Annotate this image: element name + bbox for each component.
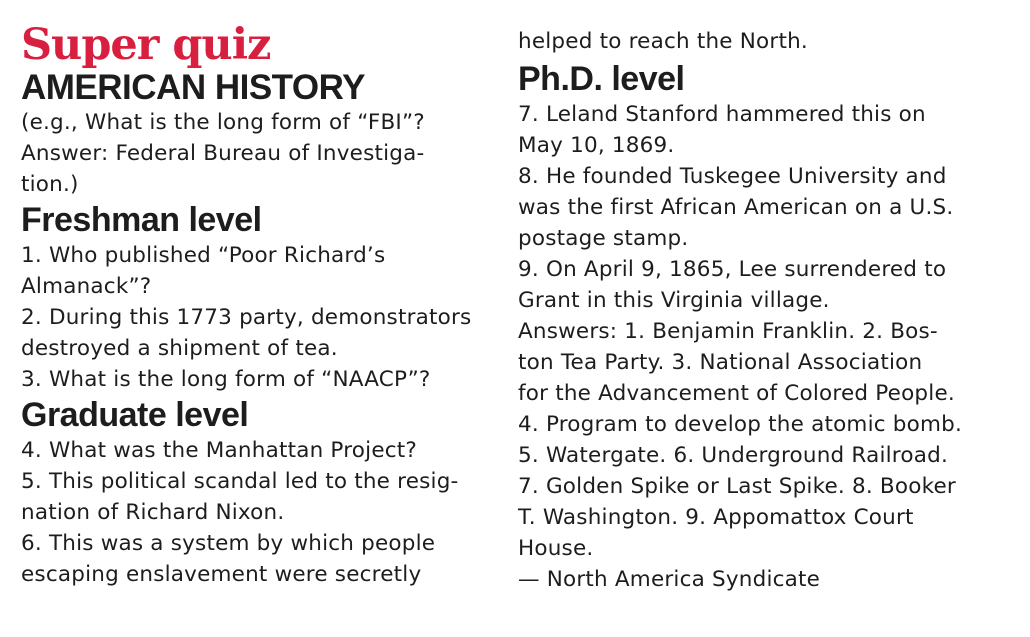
example-line: Answer: Federal Bureau of Investiga- [21,141,425,166]
question-line: May 10, 1869. [518,133,675,158]
answer-line: House. [518,536,594,561]
question-line: 3. What is the long form of “NAACP”? [21,367,431,392]
answer-line: Answers: 1. Benjamin Franklin. 2. Bos- [518,319,938,344]
topic-heading: AMERICAN HISTORY [21,68,365,107]
answer-line: 7. Golden Spike or Last Spike. 8. Booker [518,474,956,499]
phd-level-heading: Ph.D. level [518,60,685,98]
question-line: 7. Leland Stanford hammered this on [518,102,926,127]
question-line: 5. This political scandal led to the resig- [21,469,459,494]
question-line: 6. This was a system by which people [21,531,436,556]
answers-block [518,316,1010,564]
freshman-questions [21,240,499,395]
question-line: postage stamp. [518,226,689,251]
syndicate-credit: — North America Syndicate [518,567,821,592]
answer-line: for the Advancement of Colored People. [518,381,955,406]
freshman-level-heading: Freshman level [21,201,262,239]
question-line: 4. What was the Manhattan Project? [21,438,418,463]
question-line: Grant in this Virginia village. [518,288,830,313]
example-line: (e.g., What is the long form of “FBI”? [21,110,425,135]
example-block [21,107,499,200]
question-line: nation of Richard Nixon. [21,500,285,525]
question-line: was the first African American on a U.S. [518,195,954,220]
answer-line: 4. Program to develop the atomic bomb. [518,412,963,437]
question-line: 8. He founded Tuskegee University and [518,164,947,189]
question-line: 2. During this 1773 party, demonstrators [21,305,472,330]
graduate-questions [21,435,499,590]
question-continuation: helped to reach the North. [518,29,808,54]
answer-line: T. Washington. 9. Appomattox Court [518,505,914,530]
right-column [518,0,1010,595]
phd-questions [518,99,1010,316]
answer-line: 5. Watergate. 6. Underground Railroad. [518,443,948,468]
question-line: Almanack”? [21,274,152,299]
graduate-level-heading: Graduate level [21,396,249,434]
quiz-title: Super quiz [21,20,271,70]
answer-line: ton Tea Party. 3. National Association [518,350,923,375]
question-line: 9. On April 9, 1865, Lee surrendered to [518,257,947,282]
example-line: tion.) [21,172,79,197]
question-line: destroyed a shipment of tea. [21,336,338,361]
question-line: escaping enslavement were secretly [21,562,422,587]
question-line: 1. Who published “Poor Richard’s [21,243,386,268]
left-column [21,0,499,590]
